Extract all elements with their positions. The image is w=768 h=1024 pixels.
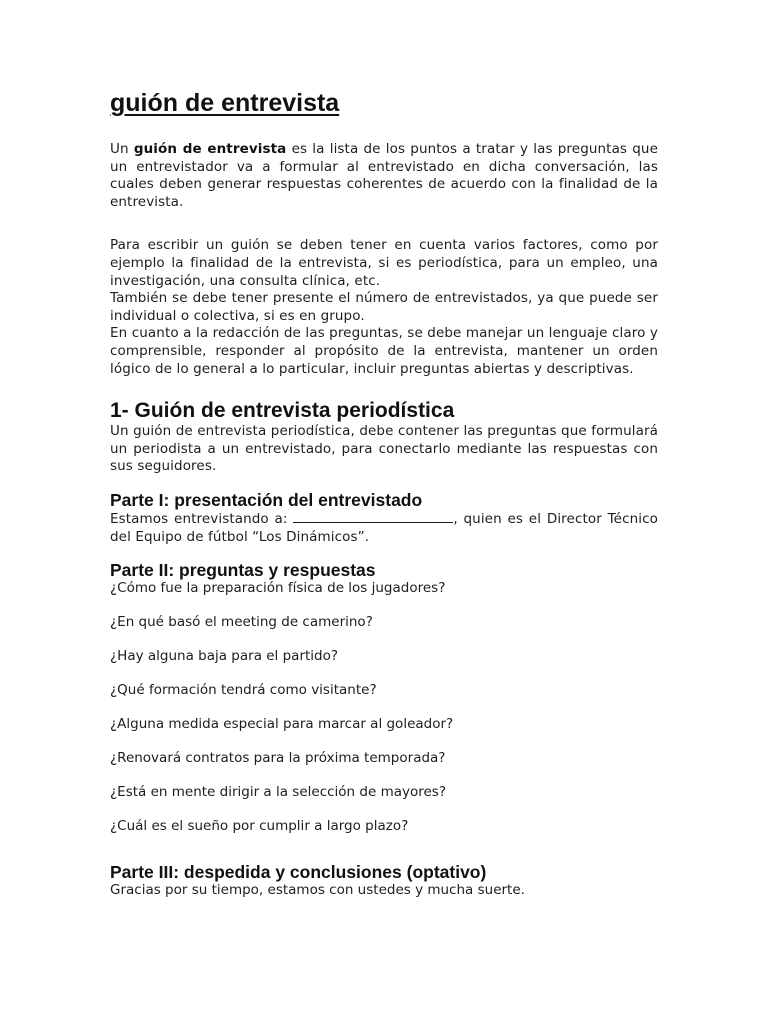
part1-text-before: Estamos entrevistando a: [110, 510, 294, 527]
question-item: ¿Cuál es el sueño por cumplir a largo plazo? [110, 818, 409, 835]
document-title: guión de entrevista [110, 89, 340, 117]
paragraph-number: También se debe tener presente el número de entrevistados, ya que puede ser individual o colectiva, si es en grupo. [110, 290, 658, 324]
intro-lead: Un [110, 141, 134, 157]
question-item: ¿Cómo fue la preparación física de los jugadores? [110, 580, 446, 597]
question-item: ¿Alguna medida especial para marcar al goleador? [110, 716, 454, 733]
question-item: ¿En qué basó el meeting de camerino? [110, 614, 373, 631]
questions-list [110, 580, 658, 852]
intro-paragraph [110, 141, 658, 211]
part3-heading: Parte III: despedida y conclusiones (optativo) [110, 862, 487, 883]
part1-text-after: , quien es el Director Técnico del Equipo de fútbol “Los Dinámicos”. [110, 510, 658, 545]
intro-rest: es la lista de los puntos a tratar y las preguntas que un entrevistador va a formular al entrevistado en dicha conversación, las cuales deben generar respuestas coherentes de acuerdo con la finalidad de la entrevista. [110, 141, 658, 210]
spacer [110, 211, 658, 237]
part1-heading: Parte I: presentación del entrevistado [110, 489, 423, 510]
name-blank-line [293, 510, 453, 523]
section-heading-periodistica: 1- Guión de entrevista periodística [110, 399, 455, 423]
part2-heading: Parte II: preguntas y respuestas [110, 560, 376, 581]
question-item: ¿Qué formación tendrá como visitante? [110, 682, 377, 699]
intro-term: guión de entrevista [133, 141, 287, 157]
section-text-periodistica: Un guión de entrevista periodística, debe contener las preguntas que formulará un periodista a un entrevistado, para conectarlo mediante las respuestas con sus seguidores. [110, 423, 658, 475]
question-item: ¿Está en mente dirigir a la selección de mayores? [110, 784, 446, 801]
part3-text: Gracias por su tiempo, estamos con ustedes y mucha suerte. [110, 882, 525, 899]
question-item: ¿Hay alguna baja para el partido? [110, 648, 339, 665]
paragraph-factors: Para escribir un guión se deben tener en cuenta varios factores, como por ejemplo la finalidad de la entrevista, si es periodística, para un empleo, una investigación, una consulta clínica, etc. [110, 237, 658, 289]
document-page [110, 86, 658, 900]
paragraph-wording: En cuanto a la redacción de las preguntas, se debe manejar un lenguaje claro y comprensible, responder al propósito de la entrevista, mantener un orden lógico de lo general a lo particular, incluir preguntas abiertas y descriptivas. [110, 325, 658, 377]
question-item: ¿Renovará contratos para la próxima temporada? [110, 750, 446, 767]
part1-text [110, 510, 658, 546]
